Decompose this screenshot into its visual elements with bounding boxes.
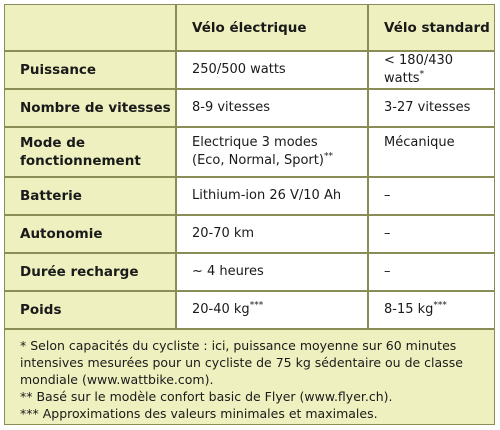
row-label-puissance: Puissance [5, 51, 176, 89]
label-line: fonctionnement [20, 153, 141, 169]
comparison-table [5, 5, 494, 330]
footnote-mark: *** [433, 300, 447, 311]
table-row [5, 177, 494, 215]
row-label-autonomie: Autonomie [5, 215, 176, 253]
cell-text: 8-15 kg [384, 302, 434, 317]
row-label-mode [5, 127, 176, 177]
cell-standard-poids [368, 291, 494, 329]
footnote-mark: ** [20, 389, 33, 404]
row-label-recharge: Durée recharge [5, 253, 176, 291]
footnote-mark: *** [20, 406, 39, 421]
header-electric: Vélo électrique [176, 5, 368, 51]
cell-standard-vitesses: 3-27 vitesses [368, 89, 494, 127]
row-label-batterie: Batterie [5, 177, 176, 215]
table-row [5, 215, 494, 253]
cell-electric-vitesses: 8-9 vitesses [176, 89, 368, 127]
row-label-vitesses: Nombre de vitesses [5, 89, 176, 127]
footnote-2 [20, 388, 484, 405]
table-row [5, 89, 494, 127]
cell-electric-poids [176, 291, 368, 329]
row-label-poids: Poids [5, 291, 176, 329]
footnote-3 [20, 405, 484, 422]
cell-electric-autonomie: 20-70 km [176, 215, 368, 253]
cell-standard-recharge: – [368, 253, 494, 291]
cell-electric-puissance: 250/500 watts [176, 51, 368, 89]
cell-electric-recharge: ~ 4 heures [176, 253, 368, 291]
table-row [5, 291, 494, 329]
table-row [5, 51, 494, 89]
footnote-mark: *** [249, 300, 264, 311]
cell-standard-mode: Mécanique [368, 127, 494, 177]
footnote-mark: ** [323, 151, 333, 162]
table-row [5, 127, 494, 177]
cell-text: 20-40 kg [192, 302, 250, 317]
cell-electric-mode [176, 127, 368, 177]
cell-standard-batterie: – [368, 177, 494, 215]
table-header-row [5, 5, 494, 51]
header-corner [5, 5, 176, 51]
footnote-1: * Selon capacités du cycliste : ici, puissance moyenne sur 60 minutes intensives mesurées pour un cycliste de 75 kg sédentaire ou de classe mondiale (www.wattbike.com). [20, 338, 463, 387]
footnote-mark: * [419, 69, 425, 80]
cell-standard-autonomie: – [368, 215, 494, 253]
comparison-document [4, 4, 495, 425]
cell-electric-batterie: Lithium-ion 26 V/10 Ah [176, 177, 368, 215]
footnotes [5, 330, 494, 425]
table-row [5, 253, 494, 291]
cell-line: Electrique 3 modes [192, 135, 318, 150]
cell-standard-puissance [368, 51, 494, 89]
footnote-text: Approximations des valeurs minimales et maximales. [38, 406, 378, 421]
cell-line: (Eco, Normal, Sport) [192, 153, 324, 168]
header-standard: Vélo standard [368, 5, 494, 51]
footnote-text: Basé sur le modèle confort basic de Flyer (www.flyer.ch). [32, 389, 393, 404]
label-line: Mode de [20, 135, 86, 151]
cell-text: < 180/430 watts [384, 53, 454, 86]
